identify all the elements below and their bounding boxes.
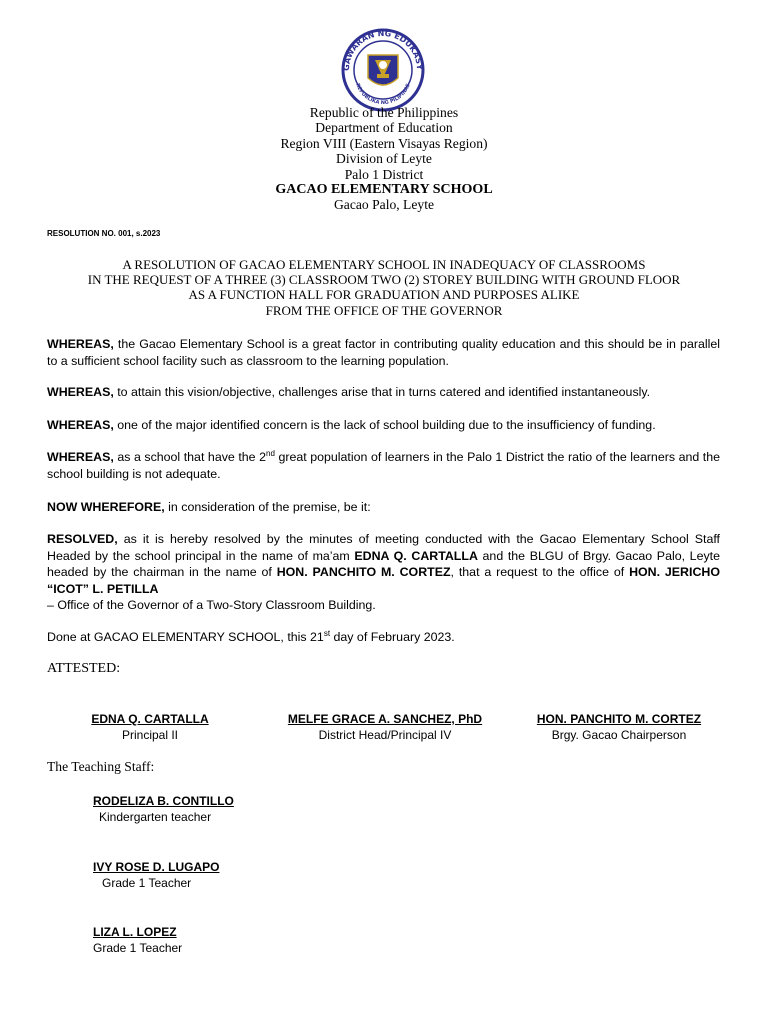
signatory-name: MELFE GRACE A. SANCHEZ, PhD <box>287 712 483 726</box>
principal-name: EDNA Q. CARTALLA <box>354 548 478 563</box>
deped-seal <box>335 28 431 112</box>
whereas-paragraph-4 <box>47 449 720 482</box>
paragraph-text: as a school that have the 2 <box>113 450 266 464</box>
header-address: Gacao Palo, Leyte <box>333 197 435 213</box>
staff-name: LIZA L. LOPEZ <box>93 925 177 939</box>
whereas-paragraph-3 <box>47 417 720 434</box>
paragraph-text: and the BLGU of Brgy. Gacao Palo, Leyte headed by the chairman in the name of <box>47 548 720 580</box>
teaching-staff-label: The Teaching Staff: <box>47 759 155 774</box>
header-department: Department of Education <box>315 120 453 136</box>
now-wherefore-label: NOW WHEREFORE, <box>47 500 165 514</box>
seal-bottom-text: REPUBLIKA NG PILIPINAS <box>354 82 412 107</box>
paragraph-text: , that a request to the office of <box>450 565 630 580</box>
letterhead <box>0 105 768 213</box>
signatory-principal <box>70 711 230 743</box>
title-line: IN THE REQUEST OF A THREE (3) CLASSROOM TWO (2) STOREY BUILDING WITH GROUND FLOOR <box>87 272 681 288</box>
paragraph-text: to attain this vision/objective, challenges arise that in turns catered and identified instantaneously. <box>113 385 651 399</box>
header-republic: Republic of the Philippines <box>309 105 459 120</box>
staff-member <box>93 859 219 891</box>
resolution-title <box>40 257 728 318</box>
resolved-paragraph <box>47 531 720 614</box>
paragraph-text: great population of learners in the Palo 1 District the ratio of the learners and the school building is not adequate. <box>47 450 720 481</box>
resolution-number: RESOLUTION NO. 001, s.2023 <box>47 229 161 238</box>
whereas-label: WHEREAS, <box>47 418 114 432</box>
paragraph-text: one of the major identified concern is the lack of school building due to the insufficiency of funding. <box>113 418 656 432</box>
signatory-chairperson <box>525 711 713 743</box>
title-line: A RESOLUTION OF GACAO ELEMENTARY SCHOOL IN INADEQUACY OF CLASSROOMS <box>122 257 646 272</box>
whereas-label: WHEREAS, <box>47 450 114 464</box>
done-at-paragraph <box>47 629 720 646</box>
title-line: AS A FUNCTION HALL FOR GRADUATION AND PURPOSES ALIKE <box>188 287 580 303</box>
signatory-title: District Head/Principal IV <box>318 728 452 742</box>
paragraph-text: day of February 2023. <box>330 630 455 644</box>
signatory-title: Brgy. Gacao Chairperson <box>551 728 687 742</box>
staff-member <box>93 793 234 825</box>
superscript: nd <box>266 448 275 458</box>
staff-name: IVY ROSE D. LUGAPO <box>93 860 220 874</box>
staff-member <box>93 924 182 956</box>
paragraph-text: Done at GACAO ELEMENTARY SCHOOL, this 21 <box>47 630 324 644</box>
staff-title: Grade 1 Teacher <box>102 876 192 890</box>
staff-title: Kindergarten teacher <box>99 810 212 824</box>
attested-label: ATTESTED: <box>47 661 121 676</box>
paragraph-text: in consideration of the premise, be it: <box>164 500 371 514</box>
header-division: Division of Leyte <box>336 151 432 167</box>
whereas-label: WHEREAS, <box>47 337 114 351</box>
whereas-paragraph-1 <box>47 336 720 369</box>
seal-top-text: GAWARAN NG EDUKASY <box>341 28 425 72</box>
paragraph-text: – Office of the Governor of a Two-Story Classroom Building. <box>47 598 376 613</box>
header-region: Region VIII (Eastern Visayas Region) <box>280 135 488 151</box>
governor-name: HON. JERICHO “ICOT” L. PETILLA <box>47 565 720 596</box>
signatory-title: Principal II <box>121 728 179 742</box>
superscript: st <box>323 628 331 638</box>
resolved-label: RESOLVED, <box>47 532 118 546</box>
title-line: FROM THE OFFICE OF THE GOVERNOR <box>265 302 503 318</box>
whereas-label: WHEREAS, <box>47 385 114 399</box>
signatory-district-head <box>280 711 490 743</box>
now-wherefore-paragraph <box>47 499 720 516</box>
staff-name: RODELIZA B. CONTILLO <box>93 794 234 808</box>
staff-title: Grade 1 Teacher <box>93 941 183 955</box>
signatory-name: HON. PANCHITO M. CORTEZ <box>536 712 702 726</box>
paragraph-text: as it is hereby resolved by the minutes of meeting conducted with the Gacao Elementary School Staff Headed by the school principal in the name of ma’am <box>47 532 720 563</box>
header-school-name: GACAO ELEMENTARY SCHOOL <box>275 182 493 198</box>
whereas-paragraph-2 <box>47 384 720 401</box>
chairman-name: HON. PANCHITO M. CORTEZ <box>276 565 451 580</box>
paragraph-text: the Gacao Elementary School is a great factor in contributing quality education and this should be in parallel to a sufficient school facility such as classroom to the learning population. <box>47 337 720 368</box>
signatory-name: EDNA Q. CARTALLA <box>91 712 209 726</box>
header-district: Palo 1 District <box>344 166 424 182</box>
